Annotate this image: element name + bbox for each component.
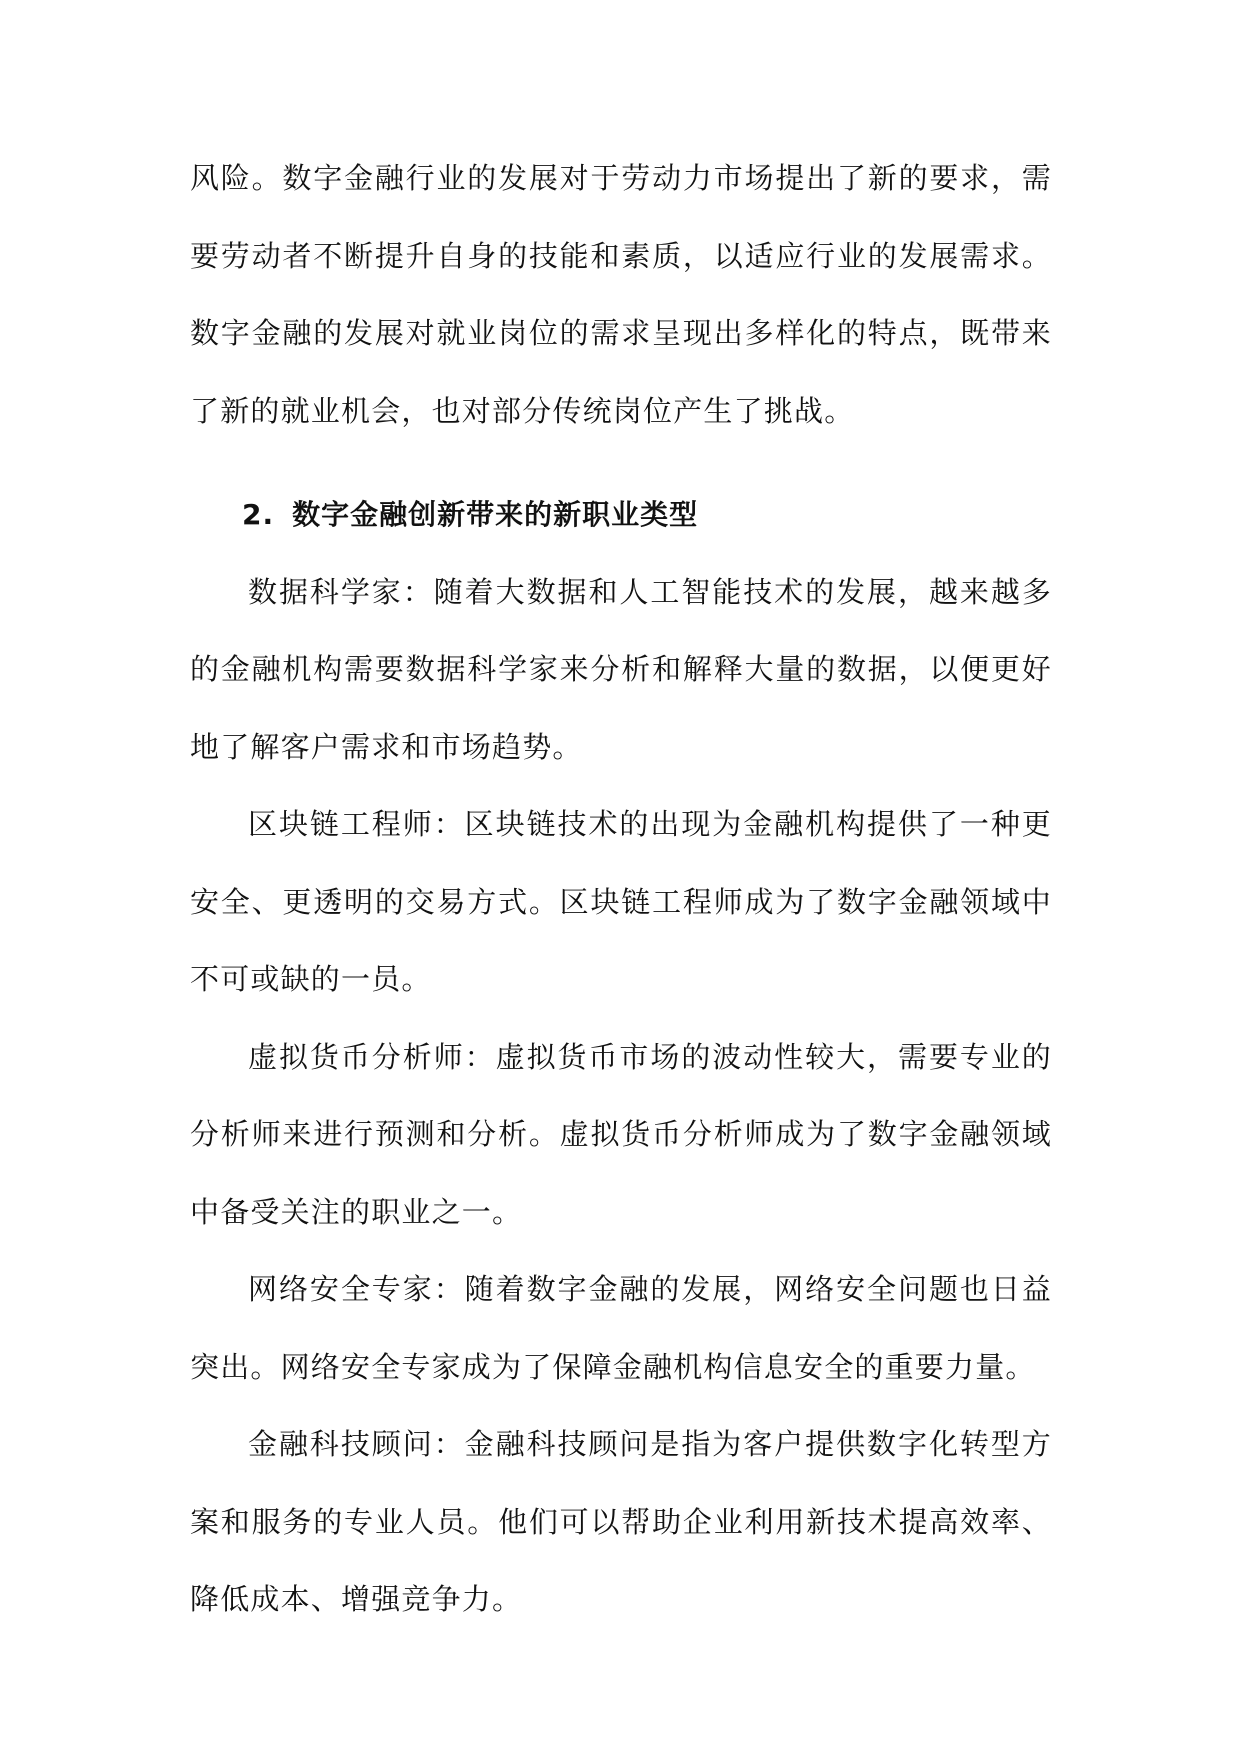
- paragraph-data-scientist: 数据科学家：随着大数据和人工智能技术的发展，越来越多的金融机构需要数据科学家来分析和解释大量的数据，以便更好地了解客户需求和市场趋势。: [190, 574, 1052, 764]
- paragraph-security-expert: 网络安全专家：随着数字金融的发展，网络安全问题也日益突出。网络安全专家成为了保障金融机构信息安全的重要力量。: [190, 1272, 1052, 1384]
- section-title: 数字金融创新带来的新职业类型: [292, 498, 699, 531]
- paragraph-blockchain-engineer: 区块链工程师：区块链技术的出现为金融机构提供了一种更安全、更透明的交易方式。区块链工程师成为了数字金融领域中不可或缺的一员。: [190, 807, 1052, 996]
- intro-paragraph: 风险。数字金融行业的发展对于劳动力市场提出了新的要求，需要劳动者不断提升自身的技能和素质，以适应行业的发展需求。数字金融的发展对就业岗位的需求呈现出多样化的特点，既带来了新的就业机会，也对部分传统岗位产生了挑战。: [190, 161, 1052, 428]
- section-heading: [190, 476, 1052, 554]
- document-body: [190, 140, 1052, 1639]
- section-number: 2.: [242, 498, 275, 531]
- paragraph-crypto-analyst: 虚拟货币分析师：虚拟货币市场的波动性较大，需要专业的分析师来进行预测和分析。虚拟货币分析师成为了数字金融领域中备受关注的职业之一。: [190, 1039, 1052, 1229]
- paragraph-fintech-consultant: 金融科技顾问：金融科技顾问是指为客户提供数字化转型方案和服务的专业人员。他们可以帮助企业利用新技术提高效率、降低成本、增强竞争力。: [190, 1427, 1052, 1616]
